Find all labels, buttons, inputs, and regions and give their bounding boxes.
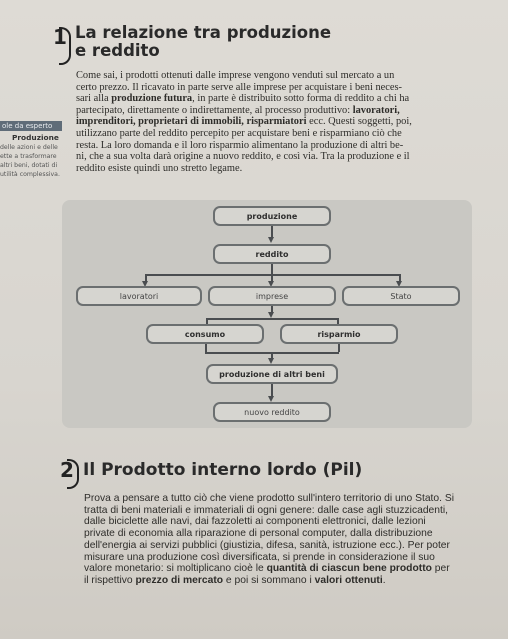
text-run: tratta di beni materiali e immateriali di ogni genere: dalle case agli stuzzicadenti, xyxy=(84,504,449,516)
text-run: private di economia alla riparazione di personal computer, dalla distribuzione xyxy=(84,528,433,540)
sidebar-definition xyxy=(0,143,60,179)
text-run: e poi si sommano i xyxy=(223,574,315,586)
bold-term: imprenditori, proprietari di immobili, risparmiatori xyxy=(76,116,307,128)
text-line xyxy=(76,70,412,82)
section-1-bracket xyxy=(59,27,71,65)
text-run: Come sai, i prodotti ottenuti dalle imprese vengono venduti sul mercato a un xyxy=(76,70,395,81)
bold-term: quantità di ciascun bene prodotto xyxy=(266,563,432,575)
text-line xyxy=(84,493,454,505)
section-1-title-line-1: La relazione tra produzione xyxy=(75,23,332,42)
text-run: resta. La loro domanda e il loro risparmio alimentano la produzione di altri be- xyxy=(76,139,404,151)
sidebar-line: altri beni, dotati di xyxy=(0,162,58,169)
sidebar-line: ette a trasformare xyxy=(0,153,57,160)
sidebar-title: Produzione xyxy=(12,133,59,142)
node-reddito: reddito xyxy=(213,244,331,264)
text-run: misurare una produzione così diversificata, si prende in considerazione il suo xyxy=(84,551,435,563)
connector xyxy=(205,344,207,352)
text-line xyxy=(76,128,412,140)
text-line xyxy=(76,163,412,175)
text-run: sari alla xyxy=(76,93,112,105)
text-line xyxy=(84,505,454,517)
text-line xyxy=(76,93,412,105)
text-line xyxy=(76,105,412,117)
text-run: . xyxy=(382,574,386,586)
bold-term: prezzo di mercato xyxy=(135,574,224,586)
node-consumo: consumo xyxy=(146,324,264,344)
node-produzione-altri-beni: produzione di altri beni xyxy=(206,364,338,384)
text-line xyxy=(76,151,412,163)
production-income-diagram xyxy=(62,200,472,428)
section-2-paragraph xyxy=(84,493,454,587)
connector xyxy=(271,264,273,274)
arrow-down-icon xyxy=(268,237,274,243)
text-line xyxy=(84,516,454,528)
text-line xyxy=(84,563,454,575)
text-run: Prova a pensare a tutto ciò che viene prodotto sull'intero territorio di uno Stato. Si xyxy=(84,493,455,504)
text-line xyxy=(84,552,454,564)
text-line xyxy=(76,116,412,128)
text-line xyxy=(84,528,454,540)
text-line xyxy=(76,82,412,94)
connector xyxy=(338,344,340,352)
text-run: dalle biciclette alle navi, dai fazzoletti ai componenti elettronici, dalle lezioni xyxy=(84,516,426,528)
text-run: partecipato, direttamente o indirettamente, al processo produttivo: xyxy=(76,104,353,116)
node-produzione: produzione xyxy=(213,206,331,226)
node-stato: Stato xyxy=(342,286,460,306)
node-imprese: imprese xyxy=(208,286,336,306)
text-run: per xyxy=(431,563,450,575)
text-run: utilizzano parte del reddito percepito per acquistare beni e risparmiano ciò che xyxy=(76,127,402,139)
text-run: certo prezzo. Il ricavato in parte serve alle imprese per acquistare i beni neces- xyxy=(76,81,402,93)
section-2-title: Il Prodotto interno lordo (Pil) xyxy=(83,460,363,480)
section-1-paragraph xyxy=(76,70,412,174)
section-1-title-line-2: e reddito xyxy=(75,41,160,60)
text-run: , in parte è distribuito sotto forma di reddito a chi ha xyxy=(192,93,410,105)
node-lavoratori: lavoratori xyxy=(76,286,202,306)
sidebar-tag: ole da esperto xyxy=(0,121,62,131)
text-run: dell'energia ai servizi pubblici (giustizia, difesa, sanità, istruzione ecc.). Per poter xyxy=(84,539,450,551)
sidebar-line: delle azioni e delle xyxy=(0,144,58,151)
bold-term: lavoratori, xyxy=(352,104,400,116)
sidebar-line: utilità complessiva. xyxy=(0,171,60,178)
text-run: valore monetario: si moltiplicano cioè le xyxy=(84,563,267,575)
text-run: reddito esiste quindi uno stretto legame. xyxy=(76,162,243,174)
text-line xyxy=(84,575,454,587)
text-line xyxy=(84,540,454,552)
text-run: il rispettivo xyxy=(84,574,136,586)
section-1-number: 1 xyxy=(53,25,67,49)
section-2-bracket xyxy=(67,459,79,489)
text-line xyxy=(76,140,412,152)
section-2-number: 2 xyxy=(60,458,74,482)
bold-term: valori ottenuti xyxy=(314,574,383,586)
node-risparmio: risparmio xyxy=(280,324,398,344)
connector xyxy=(145,274,400,276)
text-run: ecc. Questi soggetti, poi, xyxy=(306,116,412,128)
connector xyxy=(206,318,338,320)
node-nuovo-reddito: nuovo reddito xyxy=(213,402,331,422)
text-run: ni, che a sua volta darà origine a nuovo reddito, e così via. Tra la produzione e il xyxy=(76,151,410,163)
bold-term: produzione futura xyxy=(111,93,193,105)
